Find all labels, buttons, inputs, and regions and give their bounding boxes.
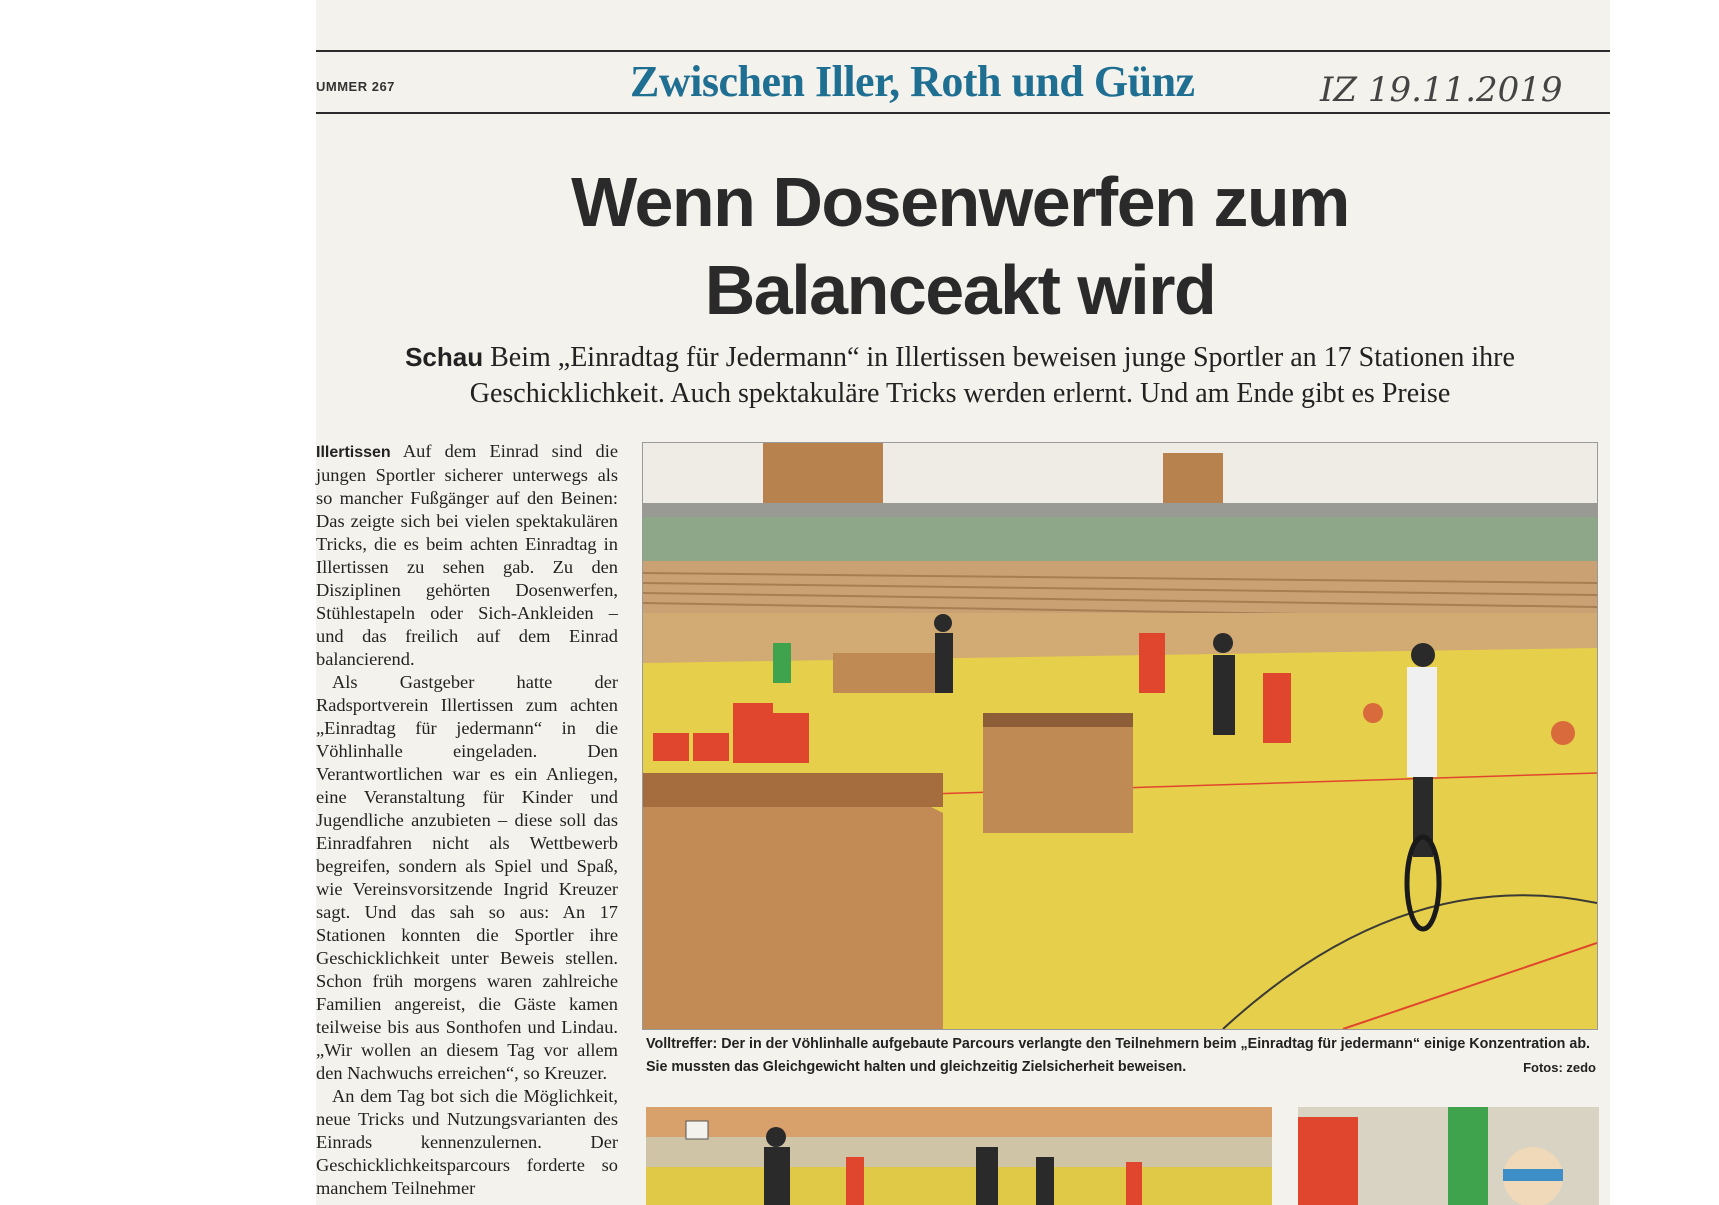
photo-caption	[646, 1033, 1596, 1079]
issue-number: UMMER 267	[316, 79, 395, 94]
paragraph-1	[316, 440, 618, 671]
header-rule-bottom	[316, 112, 1610, 114]
article-headline	[330, 158, 1590, 334]
article-body	[316, 440, 618, 1200]
header-rule-top	[316, 50, 1610, 52]
secondary-photo-2	[1298, 1107, 1599, 1205]
paragraph-1-text: Auf dem Einrad sind die jungen Sportler sicherer unterwegs als so mancher Fußgänger auf den Beinen: Das zeigte sich bei vielen spektakulären Tricks, die es beim achten Einradtag in Illertissen zu sehen gab. Zu den Disziplinen gehörten Dosenwerfen, Stühlestapeln oder Sich-Ankleiden – und das freilich auf dem Einrad balancierend.	[316, 441, 618, 669]
secondary-photo-1	[646, 1107, 1272, 1205]
article-subhead	[325, 339, 1595, 412]
main-photo	[642, 442, 1598, 1030]
subhead-kicker: Schau	[405, 342, 484, 372]
section-title: Zwischen Iller, Roth und Günz	[630, 57, 1195, 106]
photo-credit: Fotos: zedo	[1523, 1060, 1596, 1075]
subhead-text: Beim „Einradtag für Jedermann“ in Illertissen beweisen junge Sportler an 17 Stationen ihre Geschicklichkeit. Auch spektakuläre Tricks werden erlernt. Und am Ende gibt es Preise	[469, 342, 1515, 409]
headline-line-2: Balanceakt wird	[704, 251, 1216, 329]
paragraph-2: Als Gastgeber hatte der Radsportverein Illertissen zum achten „Einradtag für jedermann“ in die Vöhlinhalle eingeladen. Den Verantwortlichen war es ein Anliegen, eine Veranstaltung für Kinder und Jugendliche anzubieten – diese soll das Einradfahren nicht als Wettbewerb begreifen, sondern als Spiel und Spaß, wie Vereinsvorsitzende Ingrid Kreuzer sagt. Und das sah so aus: An 17 Stationen konnten die Sportler ihre Geschicklichkeit unter Beweis stellen. Schon früh morgens waren zahlreiche Familien angereist, die Gäste kamen teilweise bis aus Sonthofen und Lindau. „Wir wollen an diesem Tag vor allem den Nachwuchs erreichen“, so Kreuzer.	[316, 672, 618, 1083]
headline-line-1: Wenn Dosenwerfen zum	[571, 163, 1349, 241]
caption-text: Volltreffer: Der in der Vöhlinhalle aufgebaute Parcours verlangte den Teilnehmern beim „Einradtag für jedermann“ einige Konzentration ab. Sie mussten das Gleichgewicht halten und gleichzeitig Zielsicherheit beweisen.	[646, 1036, 1591, 1075]
handwritten-date: IZ 19.11.2019	[1320, 70, 1563, 110]
paragraph-3: An dem Tag bot sich die Möglichkeit, neue Tricks und Nutzungsvarianten des Einrads kennenzulernen. Der Geschicklichkeitsparcours forderte so manchem Teilnehmer	[316, 1086, 618, 1198]
hall-scene-illustration	[646, 1107, 1272, 1205]
sports-hall-illustration	[643, 443, 1597, 1029]
swimmer-goggles-illustration	[1298, 1107, 1599, 1205]
dateline: Illertissen	[316, 444, 391, 461]
